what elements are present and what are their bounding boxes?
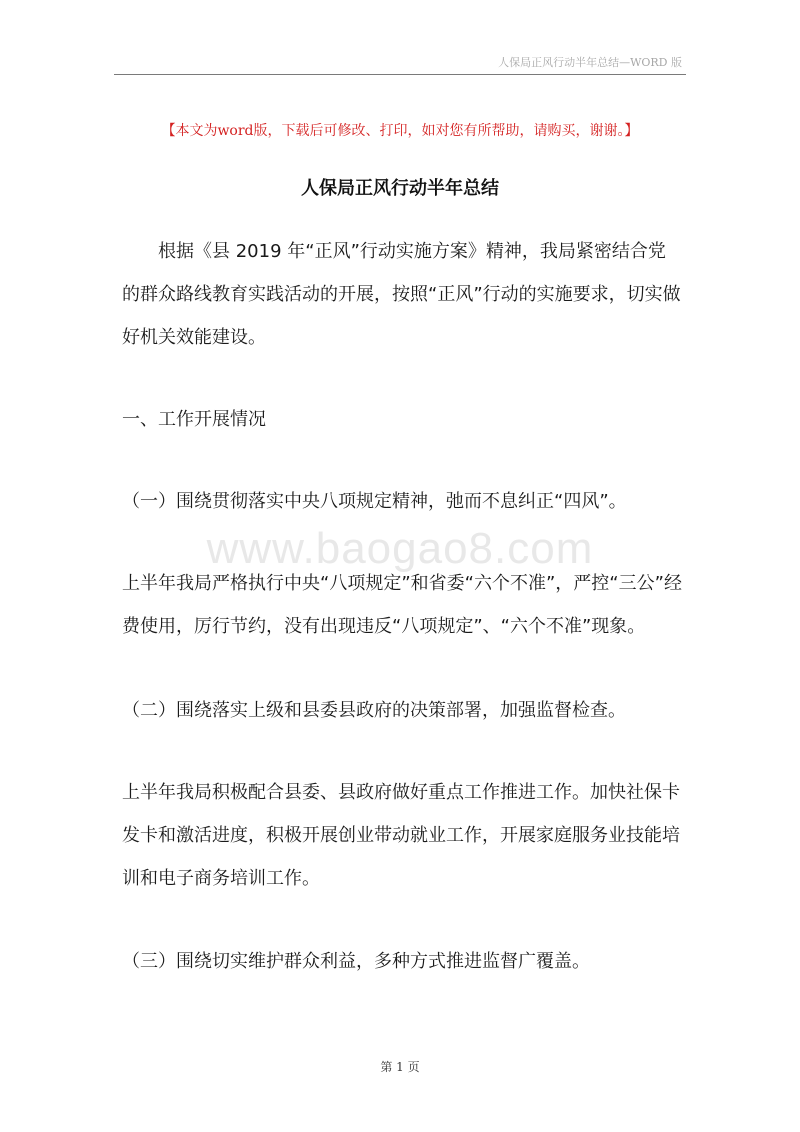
page-number: 第 1 页: [380, 1060, 420, 1074]
subsection-heading-1: （一）围绕贯彻落实中央八项规定精神，弛而不息纠正“四风”。: [122, 491, 627, 512]
subsection-heading-3: （三）围绕切实维护群众利益，多种方式推进监督广覆盖。: [122, 951, 590, 972]
header-divider: [114, 74, 686, 75]
body-paragraph-1: 上半年我局严格执行中央“八项规定”和省委“六个不准”，严控“三公”经费使用，厉行节约，没有出现违反“八项规定”、“六个不准”现象。: [122, 573, 682, 637]
body-paragraph-2: 上半年我局积极配合县委、县政府做好重点工作推进工作。加快社保卡发卡和激活进度，积极开展创业带动就业工作，开展家庭服务业技能培训和电子商务培训工作。: [122, 782, 680, 889]
document-title: 人保局正风行动半年总结: [301, 178, 499, 199]
intro-paragraph: 根据《县 2019 年“正风”行动实施方案》精神，我局紧密结合党的群众路线教育实践活动的开展，按照“正风”行动的实施要求，切实做好机关效能建设。: [122, 241, 681, 348]
section-heading: 一、工作开展情况: [122, 409, 266, 430]
watermark: www.baogao8.com: [206, 524, 594, 573]
page-header-title: 人保局正风行动半年总结—WORD 版: [498, 56, 682, 69]
subsection-heading-2: （二）围绕落实上级和县委县政府的决策部署，加强监督检查。: [122, 700, 626, 721]
purchase-notice: 【本文为word版，下载后可修改、打印，如对您有所帮助，请购买，谢谢。】: [161, 123, 639, 139]
